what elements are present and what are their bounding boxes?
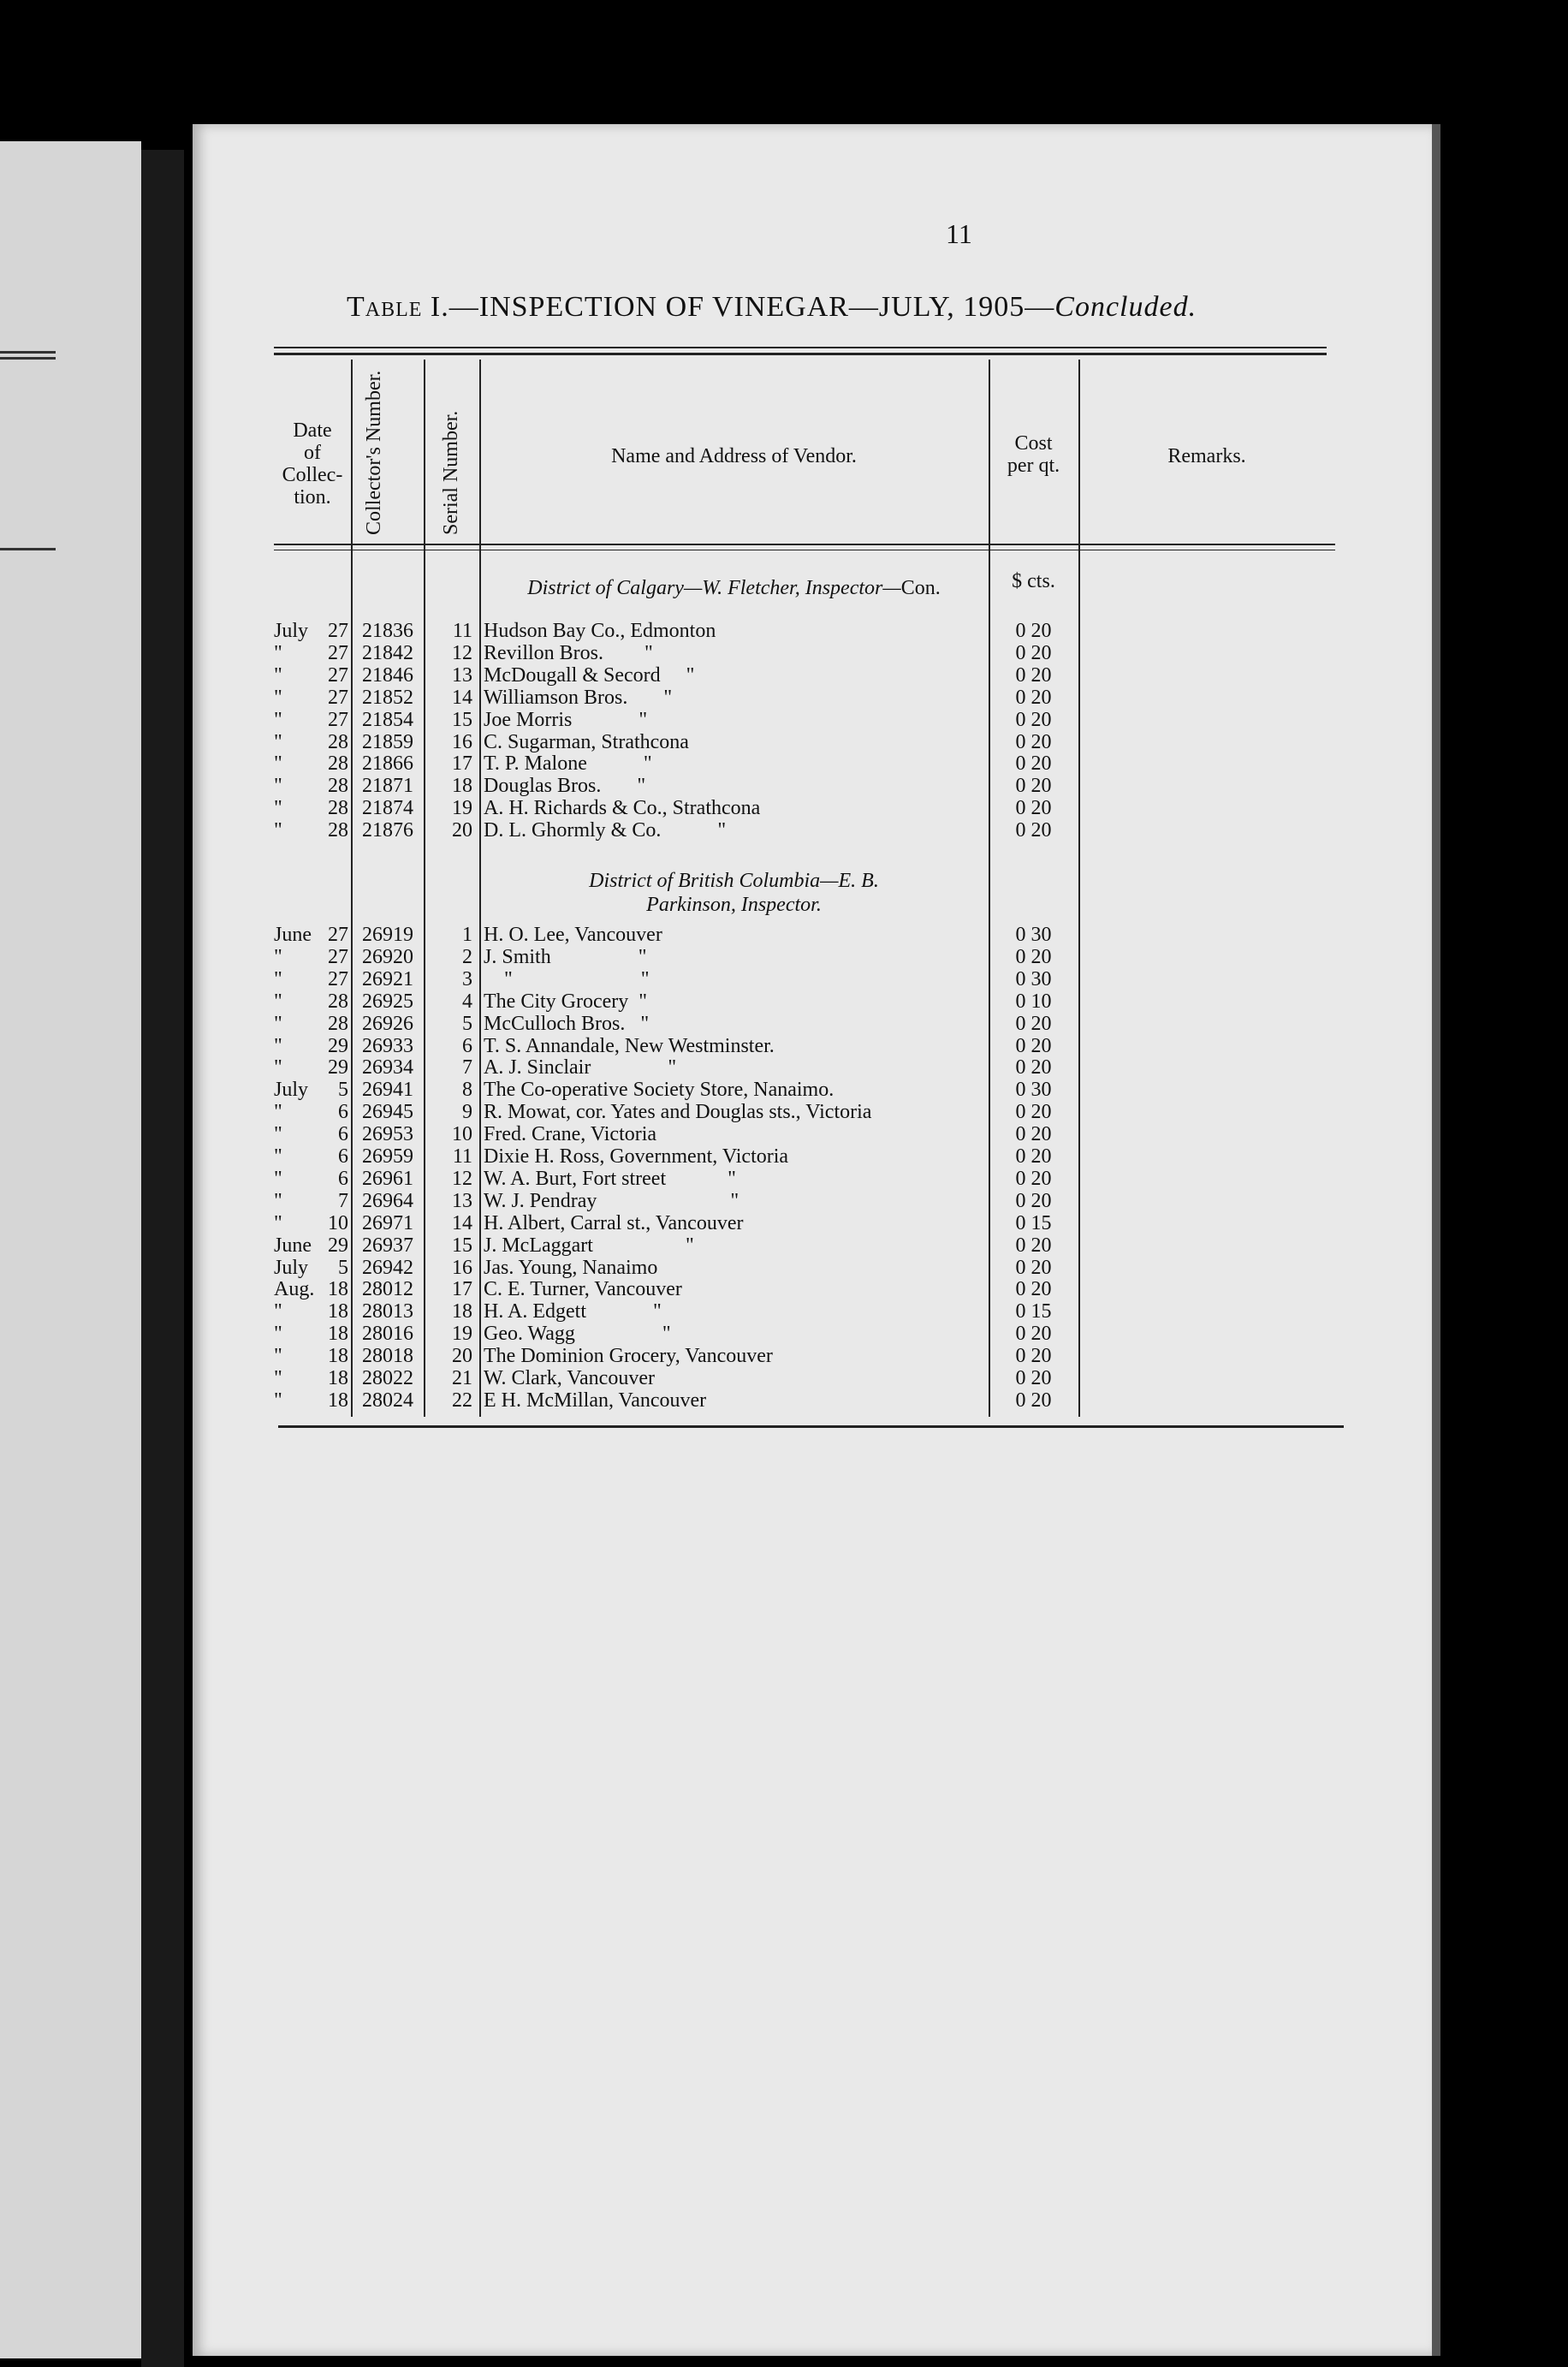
row-cost: 0 20 xyxy=(1015,1323,1052,1346)
row-serial-number: 5 xyxy=(462,1012,472,1035)
row-collector-number: 26937 xyxy=(362,1234,413,1257)
row-month: " xyxy=(274,797,282,820)
column-rule xyxy=(1078,360,1080,1417)
row-day: 18 xyxy=(328,1300,348,1323)
book-spine xyxy=(141,150,184,2367)
table-top-rule xyxy=(274,347,1327,348)
row-month: " xyxy=(274,945,282,968)
header-remarks: Remarks. xyxy=(1167,445,1246,467)
row-day: 18 xyxy=(328,1389,348,1412)
row-day: 28 xyxy=(328,1012,348,1035)
row-vendor: T. S. Annandale, New Westminster. xyxy=(484,1034,775,1057)
row-month: " xyxy=(274,775,282,798)
row-cost: 0 20 xyxy=(1015,1278,1052,1301)
row-serial-number: 12 xyxy=(452,1167,472,1190)
row-month: " xyxy=(274,1300,282,1323)
row-month: " xyxy=(274,1323,282,1346)
row-day: 18 xyxy=(328,1323,348,1346)
row-month: " xyxy=(274,819,282,842)
row-day: 7 xyxy=(338,1189,348,1212)
row-cost: 0 20 xyxy=(1015,663,1052,687)
table-title xyxy=(347,291,1197,324)
row-cost: 0 30 xyxy=(1015,1079,1052,1102)
row-collector-number: 26971 xyxy=(362,1211,413,1234)
row-cost: 0 20 xyxy=(1015,1389,1052,1412)
table-bottom-rule xyxy=(278,1425,1344,1428)
table-title-main: —INSPECTION OF VINEGAR—JULY, 1905— xyxy=(448,291,1055,323)
facing-page-rule xyxy=(0,548,56,550)
row-serial-number: 14 xyxy=(452,1211,472,1234)
row-vendor: H. A. Edgett " xyxy=(484,1300,662,1323)
district-calgary-heading xyxy=(479,576,989,600)
row-serial-number: 8 xyxy=(462,1079,472,1102)
row-serial-number: 16 xyxy=(452,1256,472,1279)
row-cost: 0 20 xyxy=(1015,686,1052,709)
row-serial-number: 17 xyxy=(452,752,472,776)
row-serial-number: 1 xyxy=(462,924,472,946)
row-vendor: H. O. Lee, Vancouver xyxy=(484,924,662,946)
row-day: 29 xyxy=(328,1234,348,1257)
row-month: " xyxy=(274,1389,282,1412)
row-collector-number: 21842 xyxy=(362,641,413,664)
table-top-rule xyxy=(274,353,1327,355)
table-title-suffix: Concluded. xyxy=(1054,291,1197,323)
row-collector-number: 21874 xyxy=(362,797,413,820)
row-collector-number: 26945 xyxy=(362,1101,413,1124)
row-month: " xyxy=(274,967,282,990)
row-vendor: J. Smith " xyxy=(484,945,647,968)
row-collector-number: 26964 xyxy=(362,1189,413,1212)
row-month: " xyxy=(274,1145,282,1168)
row-day: 27 xyxy=(328,641,348,664)
row-vendor: C. Sugarman, Strathcona xyxy=(484,730,689,753)
row-vendor: J. McLaggart " xyxy=(484,1234,694,1257)
row-day: 28 xyxy=(328,819,348,842)
row-vendor: H. Albert, Carral st., Vancouver xyxy=(484,1211,744,1234)
row-vendor: McCulloch Bros. " xyxy=(484,1012,650,1035)
row-collector-number: 28016 xyxy=(362,1323,413,1346)
row-day: 18 xyxy=(328,1345,348,1368)
row-collector-number: 26953 xyxy=(362,1123,413,1146)
row-cost: 0 20 xyxy=(1015,1012,1052,1035)
row-day: 27 xyxy=(328,620,348,642)
header-serial-number: Serial Number. xyxy=(440,410,462,535)
header-cost-line: Cost xyxy=(1014,432,1053,455)
row-serial-number: 13 xyxy=(452,1189,472,1212)
header-vendor: Name and Address of Vendor. xyxy=(611,445,857,467)
row-collector-number: 21852 xyxy=(362,686,413,709)
row-serial-number: 4 xyxy=(462,990,472,1013)
header-date-line: Date xyxy=(293,419,332,442)
row-cost: 0 20 xyxy=(1015,1234,1052,1257)
row-cost: 0 20 xyxy=(1015,1367,1052,1389)
row-day: 6 xyxy=(338,1101,348,1124)
row-month: " xyxy=(274,730,282,753)
row-day: 28 xyxy=(328,775,348,798)
row-vendor: Fred. Crane, Victoria xyxy=(484,1123,657,1146)
row-vendor: Dixie H. Ross, Government, Victoria xyxy=(484,1145,789,1168)
row-serial-number: 20 xyxy=(452,1345,472,1368)
row-serial-number: 15 xyxy=(452,1234,472,1257)
row-vendor: Douglas Bros. " xyxy=(484,775,646,798)
row-collector-number: 26959 xyxy=(362,1145,413,1168)
row-month: " xyxy=(274,1123,282,1146)
district-calgary-text: District of Calgary—W. Fletcher, Inspector— xyxy=(527,577,901,599)
row-vendor: A. J. Sinclair " xyxy=(484,1056,677,1079)
row-vendor: The City Grocery " xyxy=(484,990,648,1013)
row-month: June xyxy=(274,924,312,946)
row-vendor: Jas. Young, Nanaimo xyxy=(484,1256,658,1279)
row-day: 28 xyxy=(328,730,348,753)
row-day: 5 xyxy=(338,1079,348,1102)
row-day: 28 xyxy=(328,752,348,776)
row-cost: 0 20 xyxy=(1015,1101,1052,1124)
row-collector-number: 26921 xyxy=(362,967,413,990)
row-vendor: Revillon Bros. " xyxy=(484,641,653,664)
facing-page-rule xyxy=(0,357,56,360)
row-day: 27 xyxy=(328,708,348,731)
row-month: " xyxy=(274,663,282,687)
row-month: " xyxy=(274,1367,282,1389)
row-serial-number: 20 xyxy=(452,819,472,842)
row-collector-number: 26961 xyxy=(362,1167,413,1190)
row-day: 10 xyxy=(328,1211,348,1234)
row-cost: 0 30 xyxy=(1015,924,1052,946)
row-collector-number: 21876 xyxy=(362,819,413,842)
row-serial-number: 17 xyxy=(452,1278,472,1301)
row-day: 27 xyxy=(328,686,348,709)
row-month: " xyxy=(274,1189,282,1212)
row-vendor: Joe Morris " xyxy=(484,708,648,731)
row-collector-number: 28018 xyxy=(362,1345,413,1368)
facing-page-rule xyxy=(0,351,56,354)
column-rule xyxy=(351,360,353,1417)
row-cost: 0 30 xyxy=(1015,967,1052,990)
row-month: " xyxy=(274,990,282,1013)
row-cost: 0 20 xyxy=(1015,620,1052,642)
row-day: 28 xyxy=(328,797,348,820)
row-collector-number: 26942 xyxy=(362,1256,413,1279)
header-cost xyxy=(989,432,1078,477)
row-serial-number: 18 xyxy=(452,1300,472,1323)
row-month: " xyxy=(274,1167,282,1190)
row-collector-number: 26925 xyxy=(362,990,413,1013)
row-day: 27 xyxy=(328,924,348,946)
row-collector-number: 28022 xyxy=(362,1367,413,1389)
row-day: 27 xyxy=(328,967,348,990)
row-day: 27 xyxy=(328,663,348,687)
page-number: 11 xyxy=(946,218,972,249)
row-collector-number: 28013 xyxy=(362,1300,413,1323)
row-collector-number: 28012 xyxy=(362,1278,413,1301)
row-month: " xyxy=(274,752,282,776)
row-vendor: The Co-operative Society Store, Nanaimo. xyxy=(484,1079,834,1102)
column-rule xyxy=(989,360,990,1417)
row-day: 28 xyxy=(328,990,348,1013)
row-serial-number: 10 xyxy=(452,1123,472,1146)
row-cost: 0 20 xyxy=(1015,797,1052,820)
row-cost: 0 20 xyxy=(1015,1189,1052,1212)
row-vendor: W. J. Pendray " xyxy=(484,1189,739,1212)
row-cost: 0 20 xyxy=(1015,775,1052,798)
row-vendor: R. Mowat, cor. Yates and Douglas sts., Victoria xyxy=(484,1101,872,1124)
row-month: " xyxy=(274,1211,282,1234)
row-vendor: T. P. Malone " xyxy=(484,752,652,776)
row-month: " xyxy=(274,1345,282,1368)
row-vendor: The Dominion Grocery, Vancouver xyxy=(484,1345,773,1368)
row-collector-number: 26919 xyxy=(362,924,413,946)
row-collector-number: 26920 xyxy=(362,945,413,968)
row-serial-number: 3 xyxy=(462,967,472,990)
row-month: " xyxy=(274,1056,282,1079)
row-collector-number: 26941 xyxy=(362,1079,413,1102)
row-day: 6 xyxy=(338,1145,348,1168)
document-page xyxy=(193,124,1432,2356)
district-bc-heading xyxy=(479,869,989,917)
row-serial-number: 11 xyxy=(452,620,472,642)
row-vendor: W. Clark, Vancouver xyxy=(484,1367,655,1389)
header-cost-line: per qt. xyxy=(1007,455,1060,477)
row-month: " xyxy=(274,641,282,664)
row-day: 6 xyxy=(338,1167,348,1190)
row-serial-number: 18 xyxy=(452,775,472,798)
page-edge xyxy=(1432,124,1440,2356)
row-day: 27 xyxy=(328,945,348,968)
district-calgary-suffix: Con. xyxy=(900,577,941,599)
row-vendor: W. A. Burt, Fort street " xyxy=(484,1167,736,1190)
row-collector-number: 21836 xyxy=(362,620,413,642)
cost-units: $ cts. xyxy=(1012,570,1055,592)
header-bottom-rule xyxy=(274,544,1335,545)
row-cost: 0 20 xyxy=(1015,819,1052,842)
row-cost: 0 20 xyxy=(1015,1256,1052,1279)
row-cost: 0 15 xyxy=(1015,1300,1052,1323)
row-cost: 0 20 xyxy=(1015,1056,1052,1079)
row-month: " xyxy=(274,686,282,709)
header-date xyxy=(274,419,351,508)
row-vendor: " " xyxy=(484,967,650,990)
row-cost: 0 20 xyxy=(1015,1123,1052,1146)
row-vendor: Hudson Bay Co., Edmonton xyxy=(484,620,716,642)
row-month: " xyxy=(274,708,282,731)
row-collector-number: 28024 xyxy=(362,1389,413,1412)
row-vendor: McDougall & Secord " xyxy=(484,663,695,687)
row-collector-number: 21846 xyxy=(362,663,413,687)
row-day: 18 xyxy=(328,1367,348,1389)
row-month: " xyxy=(274,1034,282,1057)
row-serial-number: 11 xyxy=(452,1145,472,1168)
row-cost: 0 20 xyxy=(1015,1167,1052,1190)
row-serial-number: 2 xyxy=(462,945,472,968)
header-date-line: Collec- xyxy=(282,464,343,486)
row-serial-number: 13 xyxy=(452,663,472,687)
row-month: July xyxy=(274,1256,309,1279)
row-serial-number: 6 xyxy=(462,1034,472,1057)
row-cost: 0 10 xyxy=(1015,990,1052,1013)
row-vendor: Geo. Wagg " xyxy=(484,1323,671,1346)
row-day: 29 xyxy=(328,1034,348,1057)
row-serial-number: 15 xyxy=(452,708,472,731)
row-collector-number: 21866 xyxy=(362,752,413,776)
row-day: 29 xyxy=(328,1056,348,1079)
row-collector-number: 21854 xyxy=(362,708,413,731)
row-month: Aug. xyxy=(274,1278,315,1301)
row-serial-number: 7 xyxy=(462,1056,472,1079)
row-collector-number: 21859 xyxy=(362,730,413,753)
row-day: 18 xyxy=(328,1278,348,1301)
row-month: July xyxy=(274,620,309,642)
row-cost: 0 15 xyxy=(1015,1211,1052,1234)
district-bc-line: Parkinson, Inspector. xyxy=(646,894,822,916)
district-bc-line: District of British Columbia—E. B. xyxy=(589,870,879,892)
row-vendor: E H. McMillan, Vancouver xyxy=(484,1389,707,1412)
row-serial-number: 14 xyxy=(452,686,472,709)
row-collector-number: 26933 xyxy=(362,1034,413,1057)
header-date-line: tion. xyxy=(294,486,331,508)
table-title-prefix: Table I. xyxy=(347,291,449,323)
row-cost: 0 20 xyxy=(1015,708,1052,731)
row-serial-number: 12 xyxy=(452,641,472,664)
row-serial-number: 19 xyxy=(452,1323,472,1346)
row-collector-number: 21871 xyxy=(362,775,413,798)
row-cost: 0 20 xyxy=(1015,752,1052,776)
facing-page xyxy=(0,141,141,2358)
row-day: 5 xyxy=(338,1256,348,1279)
row-vendor: Williamson Bros. " xyxy=(484,686,673,709)
row-month: July xyxy=(274,1079,309,1102)
header-date-line: of xyxy=(304,442,321,464)
row-serial-number: 9 xyxy=(462,1101,472,1124)
row-cost: 0 20 xyxy=(1015,641,1052,664)
row-month: " xyxy=(274,1101,282,1124)
row-serial-number: 21 xyxy=(452,1367,472,1389)
row-cost: 0 20 xyxy=(1015,730,1052,753)
row-month: " xyxy=(274,1012,282,1035)
row-day: 6 xyxy=(338,1123,348,1146)
row-collector-number: 26926 xyxy=(362,1012,413,1035)
row-vendor: D. L. Ghormly & Co. " xyxy=(484,819,727,842)
row-serial-number: 19 xyxy=(452,797,472,820)
row-month: June xyxy=(274,1234,312,1257)
row-cost: 0 20 xyxy=(1015,1345,1052,1368)
row-collector-number: 26934 xyxy=(362,1056,413,1079)
row-cost: 0 20 xyxy=(1015,945,1052,968)
row-cost: 0 20 xyxy=(1015,1145,1052,1168)
row-vendor: A. H. Richards & Co., Strathcona xyxy=(484,797,761,820)
row-cost: 0 20 xyxy=(1015,1034,1052,1057)
row-serial-number: 22 xyxy=(452,1389,472,1412)
row-vendor: C. E. Turner, Vancouver xyxy=(484,1278,682,1301)
row-serial-number: 16 xyxy=(452,730,472,753)
header-collector-number: Collector's Number. xyxy=(363,370,385,535)
